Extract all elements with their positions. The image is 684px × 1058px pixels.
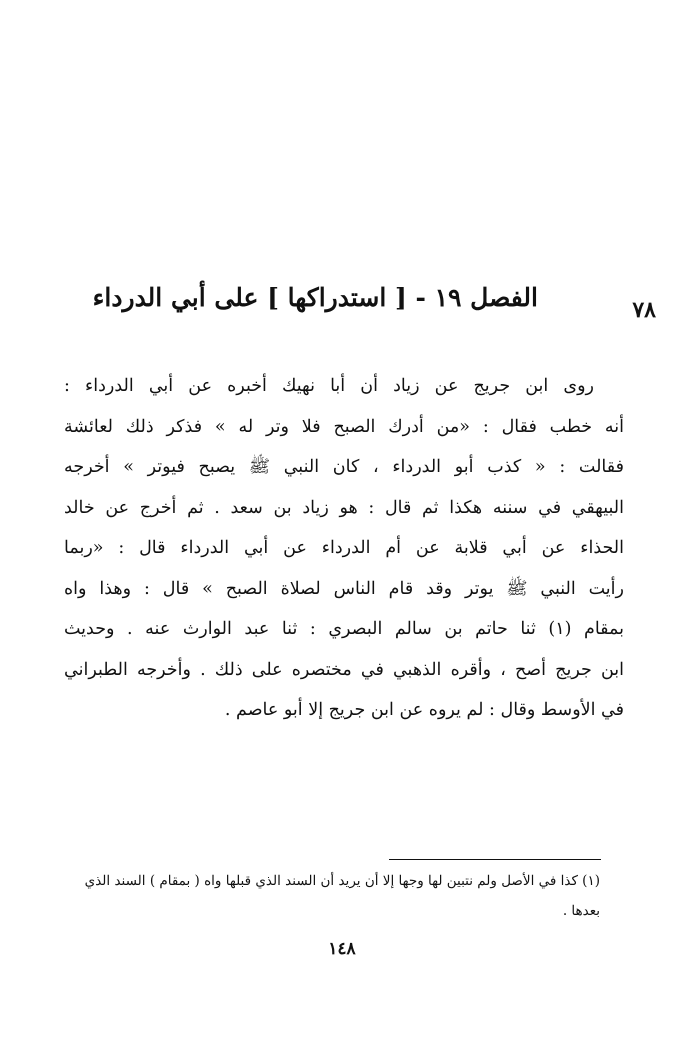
footnote-line: بعدها . bbox=[562, 903, 600, 919]
body-line: الحذاء عن أبي قلابة عن أم الدرداء عن أبي الدرداء قال : «ربما bbox=[64, 538, 624, 558]
body-line: فقالت : « كذب أبو الدرداء ، كان النبي ﷺ يصبح فيوتر » أخرجه bbox=[64, 457, 624, 477]
footnote-divider bbox=[389, 859, 601, 860]
body-line: بمقام (١) ثنا حاتم بن سالم البصري : ثنا عبد الوارث عنه . وحديث bbox=[64, 619, 624, 639]
body-line: روى ابن جريج عن زياد أن أبا نهيك أخبره عن أبي الدرداء : bbox=[64, 376, 594, 396]
body-line: في الأوسط وقال : لم يروه عن ابن جريج إلا أبو عاصم . bbox=[224, 700, 624, 720]
body-line: البيهقي في سننه هكذا ثم قال : هو زياد بن سعد . ثم أخرج عن خالد bbox=[64, 497, 624, 518]
body-line: رأيت النبي ﷺ يوتر وقد قام الناس لصلاة الصبح » قال : وهذا واه bbox=[64, 578, 624, 599]
body-line: ابن جريج أصح ، وأقره الذهبي في مختصره على ذلك . وأخرجه الطبراني bbox=[64, 659, 624, 680]
body-line: أنه خطب فقال : «من أدرك الصبح فلا وتر له » فذكر ذلك لعائشة bbox=[64, 416, 624, 437]
chapter-number: ٧٨ bbox=[632, 297, 656, 323]
body-text bbox=[64, 366, 624, 731]
page-number: ١٤٨ bbox=[328, 939, 356, 959]
chapter-title: الفصل ١٩ - [ استدراكها ] على أبي الدرداء bbox=[92, 283, 538, 312]
chapter-heading bbox=[60, 283, 656, 323]
footnote-line: (١) كذا في الأصل ولم نتبين لها وجها إلا أن يريد أن السند الذي قبلها واه ( بمقام ) السند الذي bbox=[84, 873, 600, 889]
footnote bbox=[60, 866, 600, 926]
